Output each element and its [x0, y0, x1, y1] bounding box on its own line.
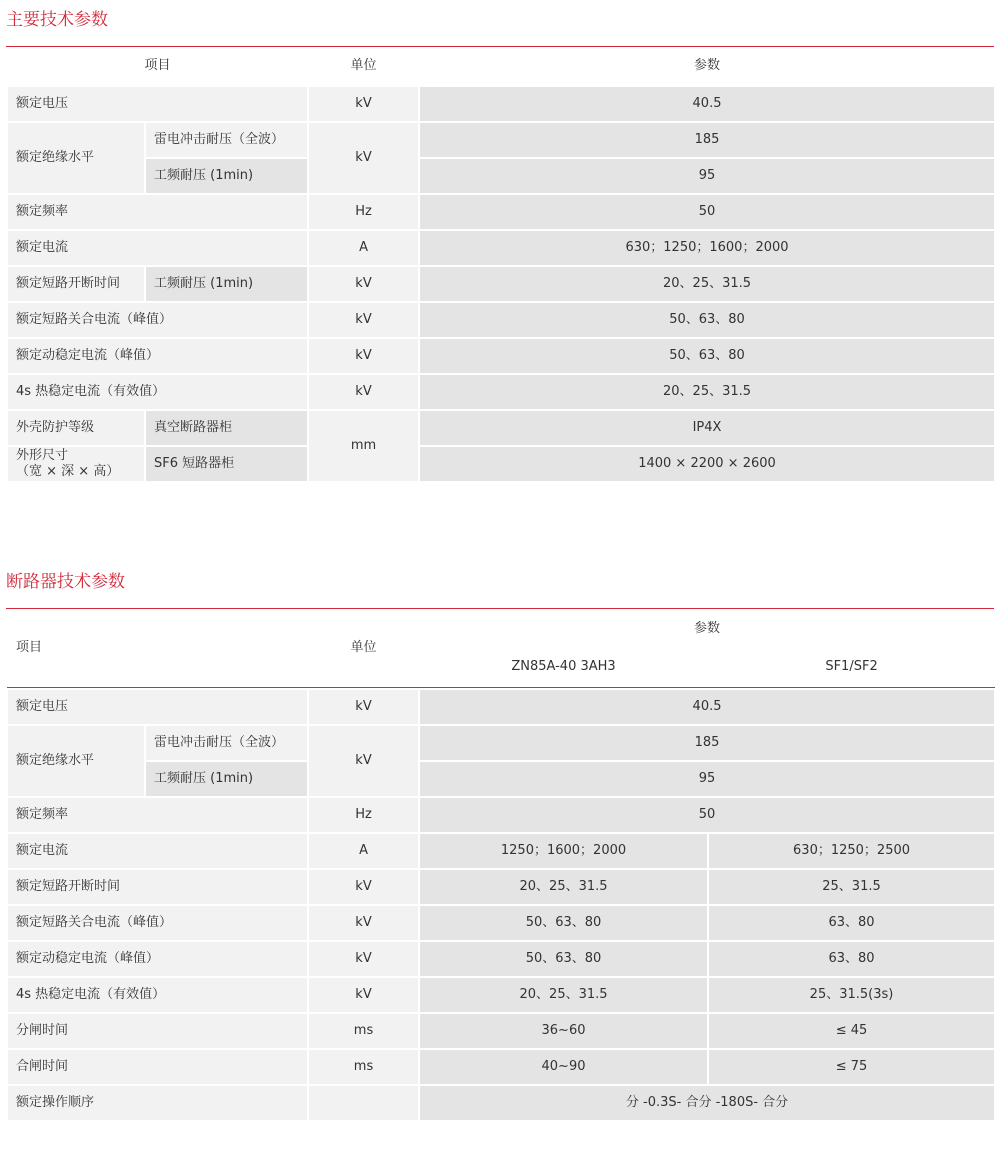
row-unit: kV: [308, 905, 419, 941]
row-label: 额定电压: [7, 689, 308, 725]
table-row: [7, 977, 995, 1013]
row-unit: ms: [308, 1049, 419, 1085]
table-row: [7, 302, 995, 338]
table-row: [7, 797, 995, 833]
row-label: 额定短路开断时间: [7, 869, 308, 905]
row-value: 1400 × 2200 × 2600: [419, 446, 995, 482]
header-unit: 单位: [308, 47, 419, 86]
row-unit: kV: [308, 725, 419, 797]
table-row: [7, 410, 995, 446]
table-row: [7, 158, 995, 194]
row-unit: [308, 1085, 419, 1121]
row-label: 额定动稳定电流（峰值）: [7, 941, 308, 977]
header-param: 参数: [419, 47, 995, 86]
row-unit: Hz: [308, 797, 419, 833]
row-unit: kV: [308, 338, 419, 374]
row-value-a: 40~90: [419, 1049, 708, 1085]
table-row: [7, 230, 995, 266]
row-label: 额定短路关合电流（峰值）: [7, 905, 308, 941]
row-label: 额定短路关合电流（峰值）: [7, 302, 308, 338]
table-header-row: [7, 610, 995, 648]
table-row: [7, 905, 995, 941]
row-label: 额定频率: [7, 194, 308, 230]
table-row: [7, 833, 995, 869]
row-sublabel: 雷电冲击耐压（全波）: [145, 725, 308, 761]
row-value: 50、63、80: [419, 302, 995, 338]
row-label: 额定绝缘水平: [7, 122, 145, 194]
row-label: 分闸时间: [7, 1013, 308, 1049]
row-value-a: 20、25、31.5: [419, 977, 708, 1013]
table-row: [7, 374, 995, 410]
header-item: 项目: [7, 610, 308, 686]
row-sublabel: 真空断路器柜: [145, 410, 308, 446]
row-sublabel: SF6 短路器柜: [145, 446, 308, 482]
row-unit: kV: [308, 86, 419, 122]
row-value: 20、25、31.5: [419, 374, 995, 410]
row-label-line1: 外形尺寸: [16, 448, 69, 463]
header-param: 参数: [419, 610, 995, 648]
row-unit: A: [308, 833, 419, 869]
table-row: [7, 266, 995, 302]
row-unit: kV: [308, 122, 419, 194]
row-value-b: ≤ 75: [708, 1049, 995, 1085]
row-value-a: 36~60: [419, 1013, 708, 1049]
row-label: 4s 热稳定电流（有效值）: [7, 374, 308, 410]
row-value: 40.5: [419, 689, 995, 725]
row-label-line2: （宽 × 深 × 高）: [16, 464, 120, 479]
row-value: 50: [419, 194, 995, 230]
header-item: 项目: [7, 47, 308, 86]
table-row: [7, 446, 995, 482]
table-row: [7, 689, 995, 725]
row-unit: kV: [308, 302, 419, 338]
row-unit: kV: [308, 374, 419, 410]
table-row: [7, 725, 995, 761]
row-value: 185: [419, 122, 995, 158]
row-label: 合闸时间: [7, 1049, 308, 1085]
header-col-b: SF1/SF2: [708, 648, 995, 686]
row-value: 50: [419, 797, 995, 833]
row-value: 95: [419, 158, 995, 194]
row-value-a: 50、63、80: [419, 941, 708, 977]
row-value: 分 -0.3S- 合分 -180S- 合分: [419, 1085, 995, 1121]
row-unit: A: [308, 230, 419, 266]
row-label: 4s 热稳定电流（有效值）: [7, 977, 308, 1013]
table-row: [7, 1013, 995, 1049]
main-params-table: [6, 47, 996, 483]
section1-title: 主要技术参数: [6, 10, 108, 30]
row-unit: kV: [308, 689, 419, 725]
row-label: 额定绝缘水平: [7, 725, 145, 797]
row-value-b: ≤ 45: [708, 1013, 995, 1049]
row-value: 95: [419, 761, 995, 797]
table-row: [7, 1085, 995, 1121]
row-value-a: 50、63、80: [419, 905, 708, 941]
row-value-b: 25、31.5(3s): [708, 977, 995, 1013]
row-unit: kV: [308, 266, 419, 302]
table-row: [7, 338, 995, 374]
row-value-b: 630；1250；2500: [708, 833, 995, 869]
row-unit: mm: [308, 410, 419, 482]
row-label: 额定动稳定电流（峰值）: [7, 338, 308, 374]
row-label: [7, 446, 145, 482]
row-sublabel: 工频耐压 (1min): [145, 158, 308, 194]
row-label: 额定短路开断时间: [7, 266, 145, 302]
table-row: [7, 86, 995, 122]
row-label: 额定电流: [7, 230, 308, 266]
row-label: 额定频率: [7, 797, 308, 833]
table-row: [7, 194, 995, 230]
row-value-b: 25、31.5: [708, 869, 995, 905]
table-row: [7, 761, 995, 797]
header-unit: 单位: [308, 610, 419, 686]
section2-title: 断路器技术参数: [6, 572, 125, 592]
row-label: 额定电压: [7, 86, 308, 122]
row-unit: Hz: [308, 194, 419, 230]
row-unit: ms: [308, 1013, 419, 1049]
table-header-row: [7, 47, 995, 86]
row-sublabel: 工频耐压 (1min): [145, 266, 308, 302]
row-label: 额定电流: [7, 833, 308, 869]
row-value: IP4X: [419, 410, 995, 446]
row-value-b: 63、80: [708, 905, 995, 941]
row-label: 额定操作顺序: [7, 1085, 308, 1121]
row-value: 50、63、80: [419, 338, 995, 374]
breaker-params-table: [6, 609, 996, 1122]
row-value: 40.5: [419, 86, 995, 122]
table-row: [7, 1049, 995, 1085]
table-row: [7, 941, 995, 977]
row-value-a: 20、25、31.5: [419, 869, 708, 905]
table-row: [7, 869, 995, 905]
row-value: 20、25、31.5: [419, 266, 995, 302]
row-value-b: 63、80: [708, 941, 995, 977]
row-sublabel: 工频耐压 (1min): [145, 761, 308, 797]
row-value: 630；1250；1600；2000: [419, 230, 995, 266]
row-sublabel: 雷电冲击耐压（全波）: [145, 122, 308, 158]
table-row: [7, 122, 995, 158]
row-value: 185: [419, 725, 995, 761]
row-label: 外壳防护等级: [7, 410, 145, 446]
row-value-a: 1250；1600；2000: [419, 833, 708, 869]
header-col-a: ZN85A-40 3AH3: [419, 648, 708, 686]
row-unit: kV: [308, 869, 419, 905]
row-unit: kV: [308, 977, 419, 1013]
row-unit: kV: [308, 941, 419, 977]
